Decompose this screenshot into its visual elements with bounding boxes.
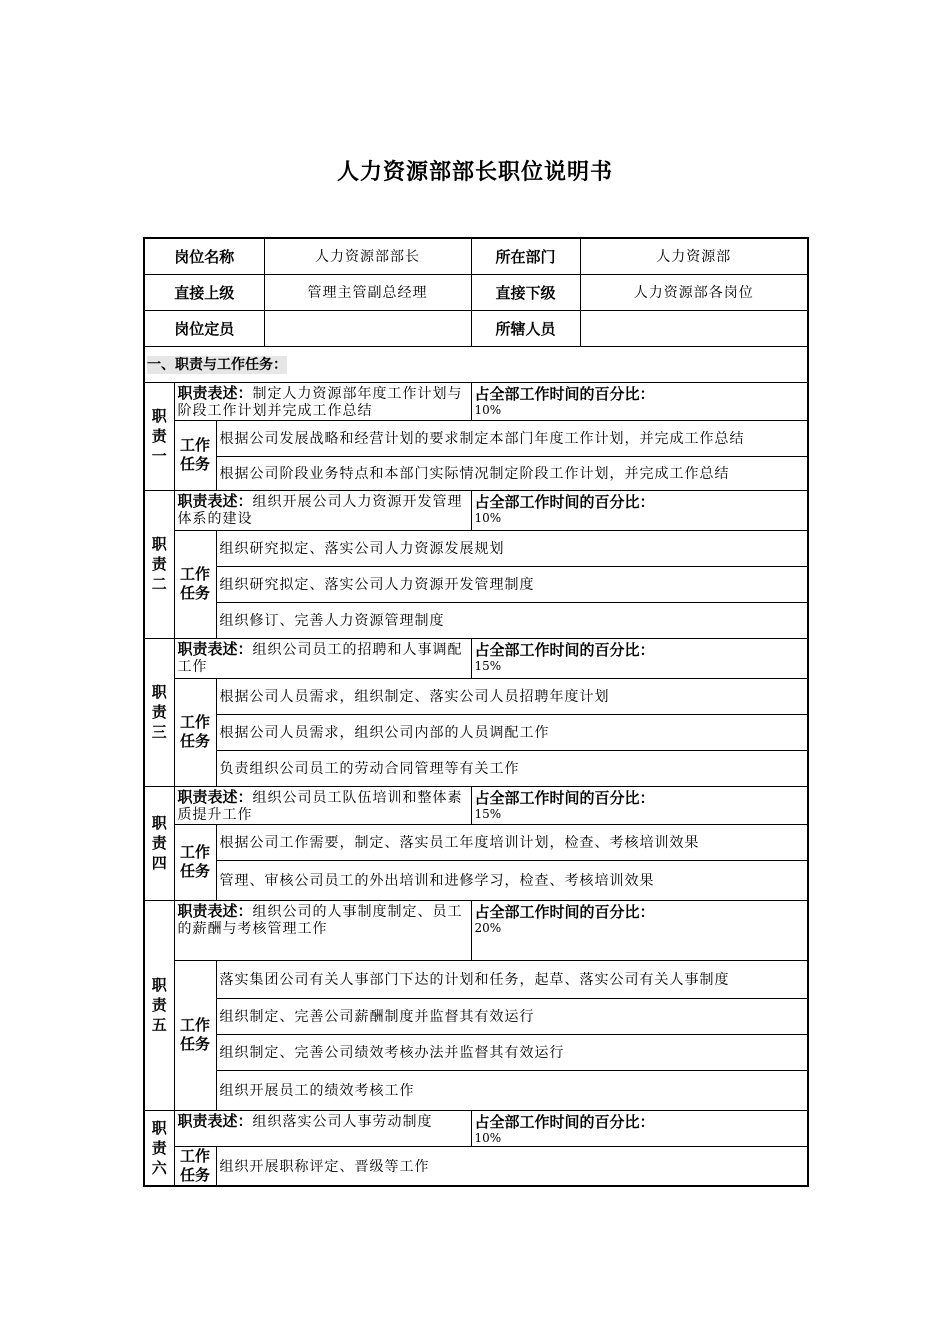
task-text: 根据公司阶段业务特点和本部门实际情况制定阶段工作计划，并完成工作总结 (216, 456, 808, 490)
section-title-text: 一、职责与工作任务： (147, 357, 287, 373)
duty-description-text: 组织公司的人事制度制定、员工的薪酬与考核管理工作 (177, 903, 463, 937)
duty-description (174, 900, 471, 960)
task-label-text: 工作任务 (179, 436, 210, 473)
percentage-value: 20% (474, 920, 502, 935)
page-title: 人力资源部部长职位说明书 (336, 160, 613, 185)
percentage-label: 占全部工作时间的百分比： (474, 384, 655, 403)
duty-name-text: 职责三 (151, 683, 167, 741)
duty-description-label: 职责表述： (177, 383, 253, 402)
percentage-label: 占全部工作时间的百分比： (474, 1112, 655, 1131)
task-label (174, 824, 216, 900)
duty-name-text: 职责四 (151, 814, 167, 872)
headcount-label: 岗位定员 (144, 310, 264, 346)
staff-label: 所辖人员 (471, 310, 580, 346)
subordinate-label: 直接下级 (471, 274, 580, 310)
duty-description-row (144, 638, 808, 678)
percentage-value: 10% (474, 1130, 502, 1145)
percentage-value: 10% (474, 510, 502, 525)
task-row (144, 824, 808, 860)
duty-description (174, 382, 471, 420)
duty-description (174, 1110, 471, 1146)
task-row (144, 860, 808, 900)
percentage-value: 10% (474, 402, 502, 417)
duty-description-row (144, 786, 808, 824)
duty-description (174, 786, 471, 824)
task-row (144, 566, 808, 602)
superior-value: 管理主管副总经理 (264, 274, 471, 310)
task-row (144, 1070, 808, 1110)
superior-label: 直接上级 (144, 274, 264, 310)
duty-time-percentage (471, 900, 808, 960)
task-text: 组织研究拟定、落实公司人力资源发展规划 (216, 530, 808, 566)
task-row (144, 1034, 808, 1070)
task-label-text: 工作任务 (179, 1146, 210, 1184)
duty-name (144, 1110, 174, 1186)
task-text: 组织制定、完善公司薪酬制度并监督其有效运行 (216, 998, 808, 1034)
task-label (174, 1146, 216, 1186)
task-row (144, 714, 808, 750)
duty-name (144, 382, 174, 490)
task-text: 管理、审核公司员工的外出培训和进修学习，检查、考核培训效果 (216, 860, 808, 900)
duty-time-percentage (471, 382, 808, 420)
task-row (144, 960, 808, 998)
duty-name (144, 638, 174, 786)
position-name-value: 人力资源部部长 (264, 238, 471, 274)
task-label-text: 工作任务 (179, 1016, 210, 1053)
staff-value (580, 310, 808, 346)
task-label-text: 工作任务 (179, 843, 210, 880)
duty-description-label: 职责表述： (177, 1111, 253, 1130)
duty-description-text: 组织开展公司人力资源开发管理体系的建设 (177, 493, 463, 527)
task-label (174, 960, 216, 1110)
task-text: 组织开展职称评定、晋级等工作 (216, 1146, 808, 1186)
task-text: 组织制定、完善公司绩效考核办法并监督其有效运行 (216, 1034, 808, 1070)
task-text: 根据公司工作需要，制定、落实员工年度培训计划，检查、考核培训效果 (216, 824, 808, 860)
task-text: 落实集团公司有关人事部门下达的计划和任务，起草、落实公司有关人事制度 (216, 960, 808, 998)
header-row (144, 238, 808, 274)
duty-name (144, 490, 174, 638)
department-label: 所在部门 (471, 238, 580, 274)
duty-description-text: 组织公司员工的招聘和人事调配工作 (177, 641, 463, 675)
task-text: 组织开展员工的绩效考核工作 (216, 1070, 808, 1110)
task-row (144, 602, 808, 638)
percentage-value: 15% (474, 658, 502, 673)
duty-name (144, 900, 174, 1110)
task-label (174, 420, 216, 490)
duty-description (174, 490, 471, 530)
task-text: 组织研究拟定、落实公司人力资源开发管理制度 (216, 566, 808, 602)
task-row (144, 1146, 808, 1186)
duty-description-row (144, 900, 808, 960)
duty-time-percentage (471, 1110, 808, 1146)
task-label (174, 678, 216, 786)
task-row (144, 678, 808, 714)
duty-name-text: 职责二 (151, 535, 167, 593)
duty-description-text: 制定人力资源部年度工作计划与阶段工作计划并完成工作总结 (177, 385, 463, 419)
task-row (144, 420, 808, 456)
header-row (144, 310, 808, 346)
duty-time-percentage (471, 638, 808, 678)
task-row (144, 530, 808, 566)
duty-name-text: 职责六 (151, 1118, 167, 1177)
task-label-text: 工作任务 (179, 565, 210, 602)
percentage-label: 占全部工作时间的百分比： (474, 788, 655, 807)
duty-description-label: 职责表述： (177, 639, 253, 658)
task-row (144, 750, 808, 786)
section-title (144, 346, 808, 382)
task-label-text: 工作任务 (179, 713, 210, 750)
task-text: 组织修订、完善人力资源管理制度 (216, 602, 808, 638)
duty-name (144, 786, 174, 900)
duty-description-row (144, 382, 808, 420)
duty-description (174, 638, 471, 678)
position-name-label: 岗位名称 (144, 238, 264, 274)
department-value: 人力资源部 (580, 238, 808, 274)
task-text: 根据公司发展战略和经营计划的要求制定本部门年度工作计划，并完成工作总结 (216, 420, 808, 456)
task-label (174, 530, 216, 638)
header-row (144, 274, 808, 310)
duty-name-text: 职责一 (151, 407, 167, 465)
duty-description-row (144, 490, 808, 530)
section-row (144, 346, 808, 382)
duty-time-percentage (471, 490, 808, 530)
task-row (144, 456, 808, 490)
percentage-label: 占全部工作时间的百分比： (474, 902, 655, 921)
duty-description-label: 职责表述： (177, 787, 253, 806)
duty-description-label: 职责表述： (177, 491, 253, 510)
duty-description-label: 职责表述： (177, 901, 253, 920)
headcount-value (264, 310, 471, 346)
task-row (144, 998, 808, 1034)
percentage-label: 占全部工作时间的百分比： (474, 492, 655, 511)
task-text: 根据公司人员需求，组织公司内部的人员调配工作 (216, 714, 808, 750)
task-text: 根据公司人员需求，组织制定、落实公司人员招聘年度计划 (216, 678, 808, 714)
task-text: 负责组织公司员工的劳动合同管理等有关工作 (216, 750, 808, 786)
percentage-label: 占全部工作时间的百分比： (474, 640, 655, 659)
duty-description-row (144, 1110, 808, 1146)
subordinate-value: 人力资源部各岗位 (580, 274, 808, 310)
duty-time-percentage (471, 786, 808, 824)
percentage-value: 15% (474, 806, 502, 821)
duty-description-text: 组织落实公司人事劳动制度 (252, 1113, 433, 1130)
duty-name-text: 职责五 (151, 976, 167, 1034)
duty-description-text: 组织公司员工队伍培训和整体素质提升工作 (177, 789, 463, 823)
job-description-table (143, 237, 809, 1187)
